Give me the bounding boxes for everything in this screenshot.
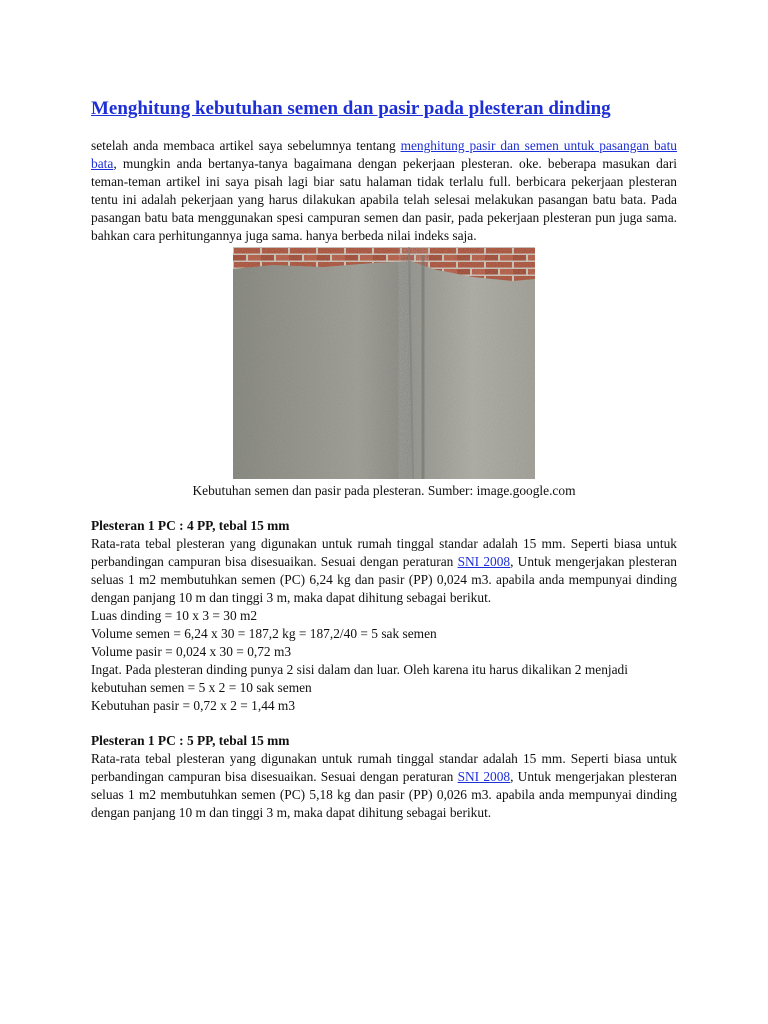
kebutuhan-semen-line: kebutuhan semen = 5 x 2 = 10 sak semen xyxy=(91,680,312,695)
intro-paragraph xyxy=(91,137,677,245)
image-caption: Kebutuhan semen dan pasir pada plesteran. Sumber: image.google.com xyxy=(192,483,576,498)
ingat-paragraph: Ingat. Pada plesteran dinding punya 2 sisi dalam dan luar. Oleh karena itu harus dikalikan 2 menjadi xyxy=(91,662,628,677)
section2-text-rest: , Untuk mengerjakan plesteran seluas 1 m2 membutuhkan semen (PC) 5,18 kg dan pasir (PP) 0,026 m3. apabila anda mempunyai dinding dengan panjang 10 m dan tinggi 3 m, maka dapat dihitung sebagai berikut. xyxy=(91,769,677,820)
plaster-wall-photo xyxy=(233,247,535,479)
section1-heading: Plesteran 1 PC : 4 PP, tebal 15 mm xyxy=(91,518,290,533)
kebutuhan-pasir-line: Kebutuhan pasir = 0,72 x 2 = 1,44 m3 xyxy=(91,698,296,713)
section2-heading: Plesteran 1 PC : 5 PP, tebal 15 mm xyxy=(91,733,290,748)
intro-text-start: setelah anda membaca artikel saya sebelumnya tentang xyxy=(91,138,401,153)
article-title xyxy=(91,96,677,121)
document-page xyxy=(91,96,677,822)
sni-2008-link[interactable]: SNI 2008 xyxy=(457,554,511,569)
volume-pasir-line: Volume pasir = 0,024 x 30 = 0,72 m3 xyxy=(91,644,292,659)
section1-text-rest: , Untuk mengerjakan plesteran seluas 1 m2 membutuhkan semen (PC) 6,24 kg dan pasir (PP) 0,024 m3. apabila anda mempunyai dinding dengan panjang 10 m dan tinggi 3 m, maka dapat dihitung sebagai berikut. xyxy=(91,554,677,605)
volume-semen-line: Volume semen = 6,24 x 30 = 187,2 kg = 187,2/40 = 5 sak semen xyxy=(91,626,437,641)
intro-text-rest: , mungkin anda bertanya-tanya bagaimana dengan pekerjaan plesteran. oke. beberapa masukan dari teman-teman artikel ini saya pisah lagi biar satu halaman tidak terlalu full. berbicara pekerjaan plesteran tentu ini adalah pekerjaan yang harus dilakukan apabila telah selesai melakukan pasangan batu bata. Pada pasangan batu bata menggunakan spesi campuran semen dan pasir, pada pekerjaan plesteran pun juga sama. bahkan cara perhitungannya juga sama. hanya berbeda nilai indeks saja. xyxy=(91,156,677,243)
sni-2008-link-2[interactable]: SNI 2008 xyxy=(457,769,511,784)
luas-dinding-line: Luas dinding = 10 x 3 = 30 m2 xyxy=(91,608,258,623)
article-title-link[interactable]: Menghitung kebutuhan semen dan pasir pada plesteran dinding xyxy=(91,98,611,119)
section2-paragraph xyxy=(91,750,677,822)
section1-paragraph xyxy=(91,535,677,607)
section2-text-start: Rata-rata tebal plesteran yang digunakan untuk rumah tinggal standar adalah 15 mm. Seperti biasa untuk perbandingan campuran bisa disesuaikan. Sesuai dengan peraturan xyxy=(91,751,677,784)
batu-bata-article-link[interactable]: menghitung pasir dan semen untuk pasangan batu bata xyxy=(91,138,677,171)
section1-text-start: Rata-rata tebal plesteran yang digunakan untuk rumah tinggal standar adalah 15 mm. Seperti biasa untuk perbandingan campuran bisa disesuaikan. Sesuai dengan peraturan xyxy=(91,536,677,569)
